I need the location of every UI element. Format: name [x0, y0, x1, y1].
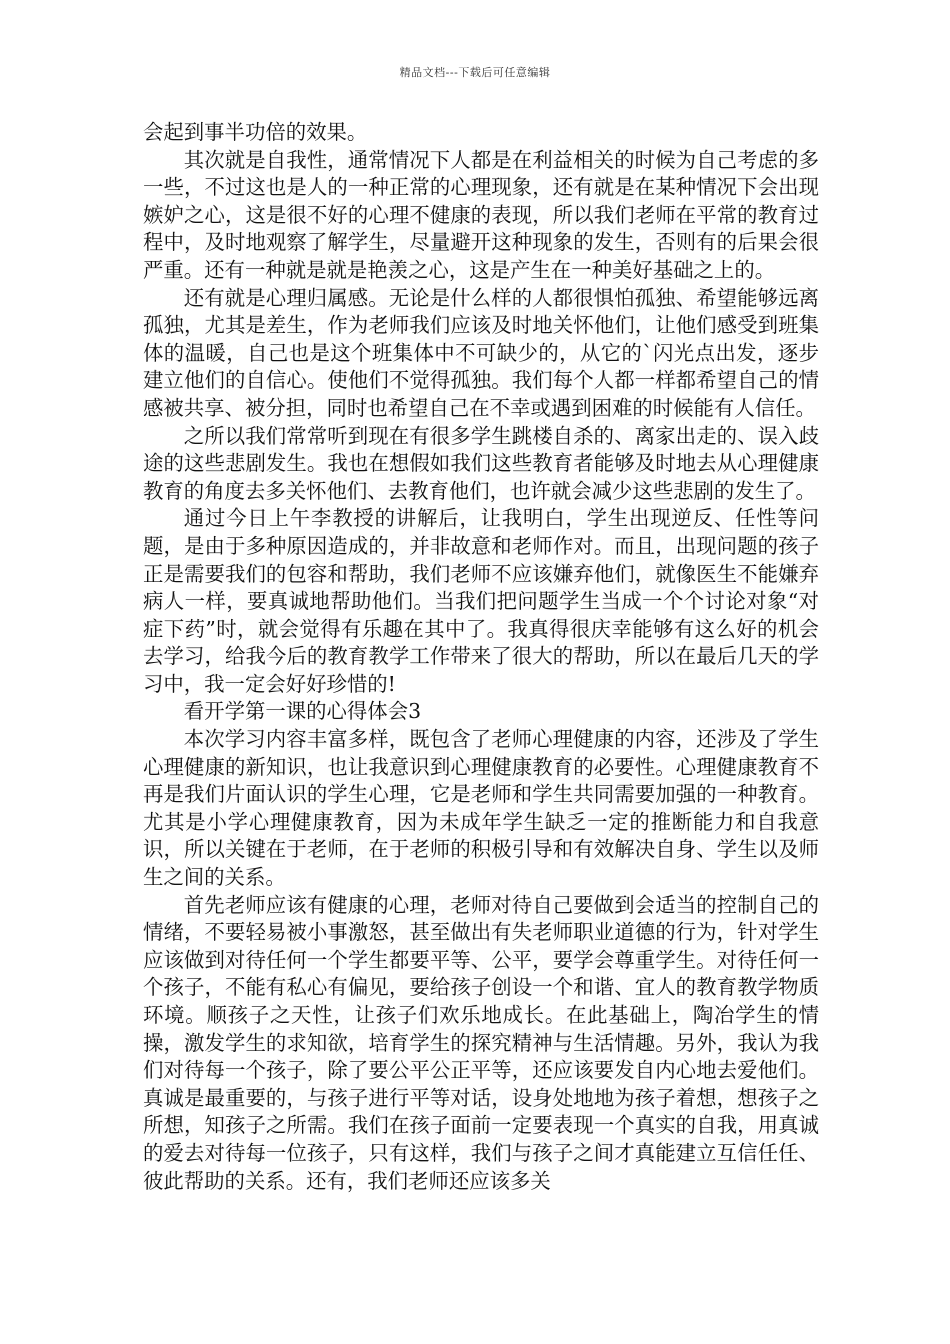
paragraph: 通过今日上午李教授的讲解后，让我明白，学生出现逆反、任性等问题，是由于多种原因造成的，并非故意和老师作对。而且，出现问题的孩子正是需要我们的包容和帮助，我们老师不应该嫌弃他们，就像医生不能嫌弃病人一样，要真诚地帮助他们。当我们把问题学生当成一个个讨论对象“对症下药”时，就会觉得有乐趣在其中了。我真得很庆幸能够有这么好的机会去学习，给我今后的教育教学工作带来了很大的帮助，所以在最后几天的学习中，我一定会好好珍惜的!	[143, 506, 819, 696]
paragraph: 会起到事半功倍的效果。	[143, 120, 368, 144]
document-body	[143, 119, 819, 1195]
paragraph: 还有就是心理归属感。无论是什么样的人都很惧怕孤独、希望能够远离孤独，尤其是差生，作为老师我们应该及时地关怀他们，让他们感受到班集体的温暖，自己也是这个班集体中不可缺少的，从它的`闪光点出发，逐步建立他们的自信心。使他们不觉得孤独。我们每个人都一样都希望自己的情感被共享、被分担，同时也希望自己在不幸或遇到困难的时候能有人信任。	[143, 285, 819, 420]
paragraph: 之所以我们常常听到现在有很多学生跳楼自杀的、离家出走的、误入歧途的这些悲剧发生。我也在想假如我们这些教育者能够及时地去从心理健康教育的角度去多关怀他们、去教育他们，也许就会减少这些悲剧的发生了。	[143, 423, 819, 503]
section-heading: 看开学第一课的心得体会3	[183, 699, 422, 724]
paragraph: 首先老师应该有健康的心理，老师对待自己要做到会适当的控制自己的情绪，不要轻易被小事激怒，甚至做出有失老师职业道德的行为，针对学生应该做到对待任何一个学生都要平等、公平，要学会尊重学生。对待任何一个孩子，不能有私心有偏见，要给孩子创设一个和谐、宜人的教育教学物质环境。顺孩子之天性，让孩子们欢乐地成长。在此基础上，陶冶学生的情操，激发学生的求知欲，培育学生的探究精神与生活情趣。另外，我认为我们对待每一个孩子，除了要公平公正平等，还应该要发自内心地去爱他们。真诚是最重要的，与孩子进行平等对话，设身处地地为孩子着想，想孩子之所想，知孩子之所需。我们在孩子面前一定要表现一个真实的自我，用真诚的爱去对待每一位孩子，只有这样，我们与孩子之间才真能建立互信任任、彼此帮助的关系。还有，我们老师还应该多关	[143, 892, 819, 1193]
paragraph: 本次学习内容丰富多样，既包含了老师心理健康的内容，还涉及了学生心理健康的新知识，也让我意识到心理健康教育的必要性。心理健康教育不再是我们片面认识的学生心理，它是老师和学生共同需要加强的一种教育。尤其是小学心理健康教育，因为未成年学生缺乏一定的推断能力和自我意识，所以关键在于老师，在于老师的积极引导和有效解决自身、学生以及师生之间的关系。	[143, 727, 819, 890]
paragraph: 其次就是自我性，通常情况下人都是在利益相关的时候为自己考虑的多一些，不过这也是人的一种正常的心理现象，还有就是在某种情况下会出现嫉妒之心，这是很不好的心理不健康的表现，所以我们老师在平常的教育过程中，及时地观察了解学生，尽量避开这种现象的发生，否则有的后果会很严重。还有一种就是就是艳羡之心，这是产生在一种美好基础之上的。	[143, 147, 819, 282]
page-header: 精品文档---下载后可任意编辑	[399, 66, 551, 79]
